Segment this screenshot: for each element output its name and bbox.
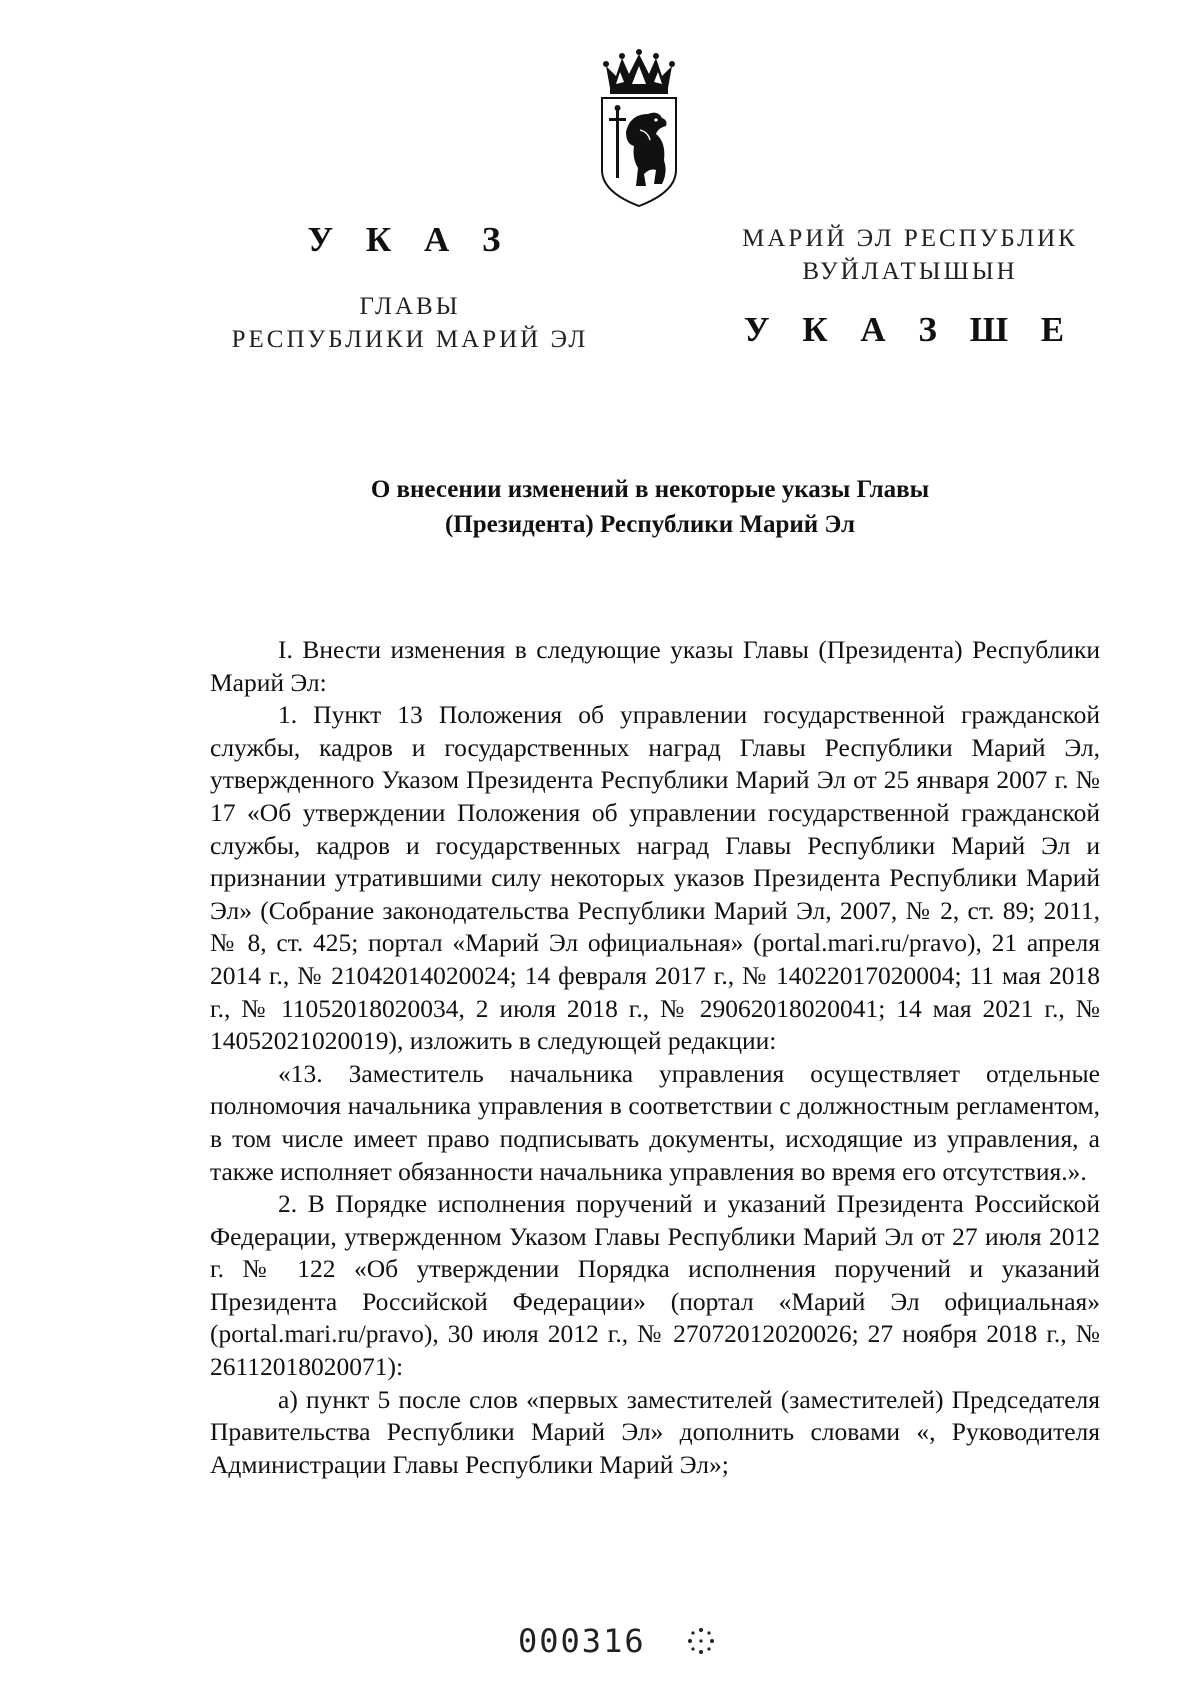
right-header-line1: МАРИЙ ЭЛ РЕСПУБЛИК — [742, 225, 1078, 252]
document-title — [290, 472, 1010, 542]
paragraph-2: 1. Пункт 13 Положения об управлении государственной гражданской службы, кадров и государственных наград Главы Республики Марий Эл, утвержденного Указом Президента Республики Марий Эл от 25 января 2007 г. № 17 «Об утверждении Положения об управлении государственной гражданской службы, кадров и государственных наград Главы Республики Марий Эл и признании утратившими силу некоторых указов Президента Республики Марий Эл» (Собрание законодательства Республики Марий Эл, 2007, № 2, ст. 89; 2011, № 8, ст. 425; портал «Марий Эл официальная» (portal.mari.ru/pravo), 21 апреля 2014 г., № 21042014020024; 14 февраля 2017 г., № 14022017020004; 11 мая 2018 г., № 11052018020034, 2 июля 2018 г., № 29062018020041; 14 мая 2021 г., № 14052021020019), изложить в следующей редакции: — [210, 700, 1100, 1056]
coat-of-arms-icon — [596, 48, 682, 218]
paragraph-4: 2. В Порядке исполнения поручений и указаний Президента Российской Федерации, утвержденном Указом Главы Республики Марий Эл от 27 июля 2012 г. № 122 «Об утверждении Порядка исполнения поручений и указаний Президента Российской Федерации» (портал «Марий Эл официальная» (portal.mari.ru/pravo), 30 июля 2012 г., № 27072012020026; 27 ноября 2018 г., № 26112018020071): — [210, 1189, 1100, 1382]
ukaz-title-left: У К А З — [307, 220, 513, 259]
paragraph-1: I. Внести изменения в следующие указы Главы (Президента) Республики Марий Эл: — [210, 635, 1100, 697]
document-title-line1: О внесении изменений в некоторые указы Главы — [370, 476, 930, 503]
left-header — [190, 222, 630, 356]
document-body — [210, 634, 1100, 1481]
left-header-line1: ГЛАВЫ — [359, 293, 461, 320]
document-title-line2: (Президента) Республики Марий Эл — [444, 511, 856, 538]
ukaz-title-right: У К А З Ш Е — [743, 310, 1077, 349]
paragraph-5: а) пункт 5 после слов «первых заместителей (заместителей) Председателя Правительства Республики Марий Эл» дополнить словами «, Руководителя Администрации Главы Республики Марий Эл»; — [210, 1384, 1100, 1479]
paragraph-3: «13. Заместитель начальника управления осуществляет отдельные полномочия начальника управления в соответствии с должностным регламентом, в том числе имеет право подписывать документы, исходящие из управления, а также исполняет обязанности начальника управления во время его отсутствия.». — [210, 1058, 1100, 1186]
document-serial-number: 000316 — [518, 1622, 646, 1660]
right-header — [720, 222, 1100, 347]
left-header-line2: РЕСПУБЛИКИ МАРИЙ ЭЛ — [231, 326, 589, 353]
right-header-line2: ВУЙЛАТЫШЫН — [802, 258, 1018, 285]
star-dots-icon — [686, 1626, 716, 1656]
